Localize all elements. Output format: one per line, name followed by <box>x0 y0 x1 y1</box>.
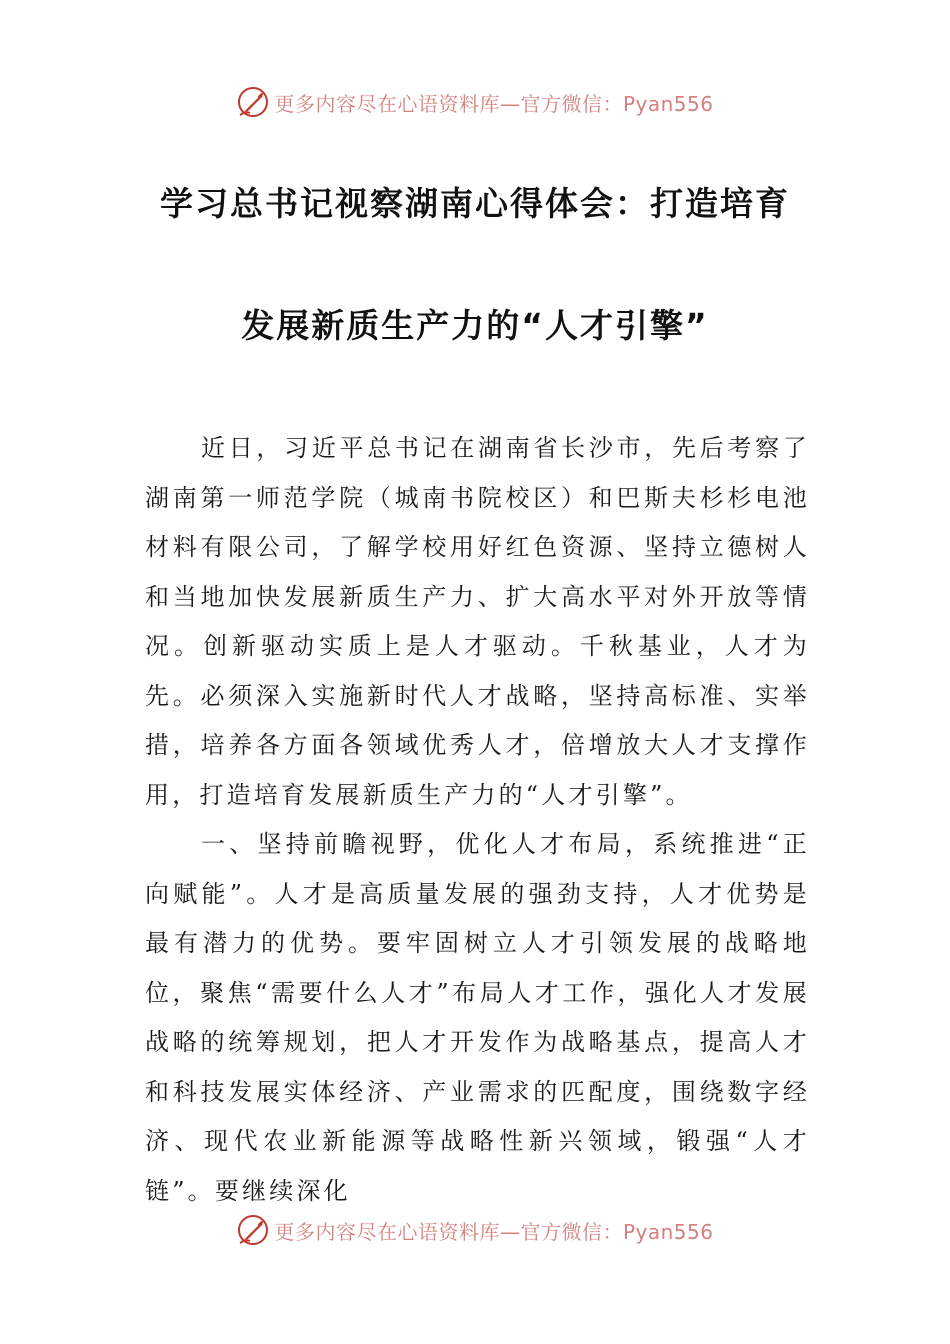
document-title-line-2: 发展新质生产力的“人才引擎” <box>241 306 709 345</box>
body-paragraph-1: 近日，习近平总书记在湖南省长沙市，先后考察了湖南第一师范学院（城南书院校区）和巴斯夫杉杉电池材料有限公司，了解学校用好红色资源、坚持立德树人和当地加快发展新质生产力、扩大高水平对外开放等情况。创新驱动实质上是人才驱动。千秋基业，人才为先。必须深入实施新时代人才战略，坚持高标准、实举措，培养各方面各领域优秀人才，倍增放大人才支撑作用，打造培育发展新质生产力的“人才引擎”。 <box>145 434 810 809</box>
header-banner-text: 更多内容尽在心语资料库—官方微信：Pyan556 <box>274 91 714 116</box>
header-banner <box>0 82 950 122</box>
footer-banner <box>0 1210 950 1250</box>
body-paragraph-2: 一、坚持前瞻视野，优化人才布局，系统推进“正向赋能”。人才是高质量发展的强劲支持，人才优势是最有潜力的优势。要牢固树立人才引领发展的战略地位，聚焦“需要什么人才”布局人才工作，强化人才发展战略的统筹规划，把人才开发作为战略基点，提高人才和科技发展实体经济、产业需求的匹配度，围绕数字经济、现代农业新能源等战略性新兴领域，锻强“人才链”。要继续深化 <box>145 830 810 1205</box>
footer-banner-text: 更多内容尽在心语资料库—官方微信：Pyan556 <box>274 1219 714 1244</box>
quill-logo-icon <box>236 85 270 119</box>
quill-logo-icon <box>236 1213 270 1247</box>
document-title-line-1: 学习总书记视察湖南心得体会：打造培育 <box>160 184 790 223</box>
